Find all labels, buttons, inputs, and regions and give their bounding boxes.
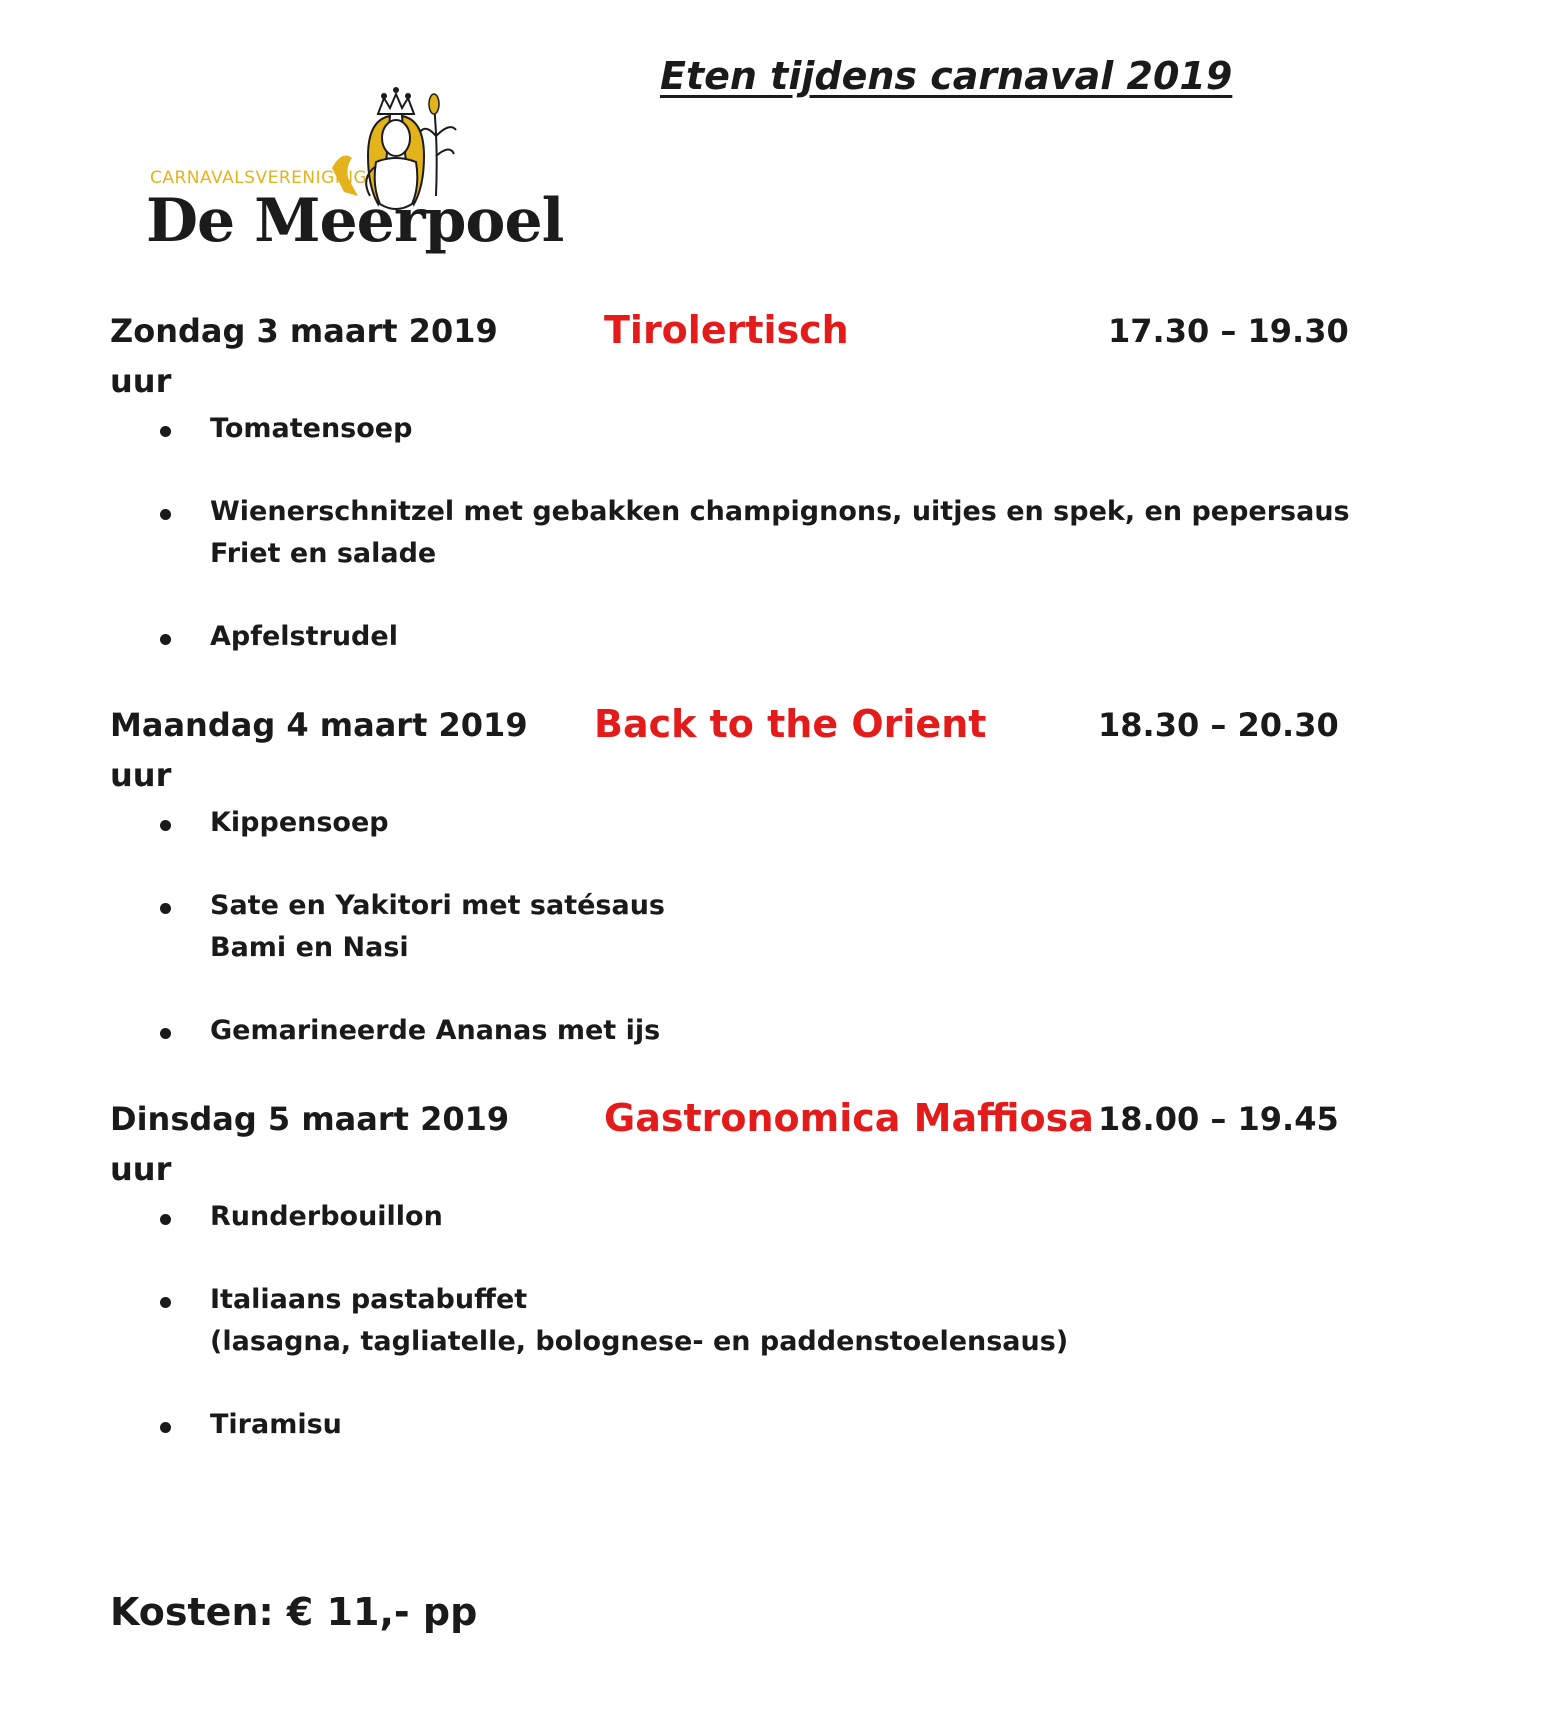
- menu-item-text: [210, 408, 412, 450]
- menu-item-text: [210, 802, 389, 844]
- bullet-icon: [160, 1422, 171, 1433]
- day-time: 18.00 – 19.45: [1098, 1100, 1339, 1138]
- menu-item-line: Friet en salade: [210, 538, 437, 569]
- document-title: Eten tijdens carnaval 2019: [660, 54, 1233, 98]
- bullet-icon: [160, 634, 171, 645]
- menu-item-text: [210, 1404, 342, 1446]
- bullet-icon: [160, 1214, 171, 1225]
- menu-item-line: Sate en Yakitori met satésaus: [210, 890, 665, 921]
- bullet-icon: [160, 820, 171, 831]
- logo: [140, 76, 564, 276]
- day-theme: Gastronomica Maffiosa: [604, 1096, 1094, 1140]
- day-theme: Back to the Orient: [594, 702, 987, 746]
- day-theme: Tirolertisch: [604, 308, 849, 352]
- logo-name: De Meerpoel: [146, 186, 564, 256]
- bullet-icon: [160, 903, 171, 914]
- menu-item-line: (lasagna, tagliatelle, bolognese- en paddenstoelensaus): [210, 1326, 1069, 1357]
- logo-tagline: CARNAVALSVERENIGING: [150, 168, 368, 188]
- bullet-icon: [160, 1297, 171, 1308]
- day-time: 18.30 – 20.30: [1098, 706, 1339, 744]
- bullet-icon: [160, 426, 171, 437]
- menu-item-text: [210, 616, 398, 658]
- bullet-icon: [160, 1028, 171, 1039]
- bullet-icon: [160, 509, 171, 520]
- day-uur: uur: [110, 362, 172, 400]
- menu-item-line: Tomatensoep: [210, 413, 413, 444]
- menu-item-text: [210, 1010, 660, 1052]
- menu-item-line: Gemarineerde Ananas met ijs: [210, 1015, 661, 1046]
- menu-item-text: [210, 1196, 443, 1238]
- day-date: Zondag 3 maart 2019: [110, 312, 498, 350]
- day-date: Maandag 4 maart 2019: [110, 706, 528, 744]
- menu-item-line: Bami en Nasi: [210, 932, 409, 963]
- costs: Kosten: € 11,- pp: [110, 1590, 478, 1634]
- menu-item-line: Kippensoep: [210, 807, 389, 838]
- menu-item-line: Apfelstrudel: [210, 621, 398, 652]
- menu-item-text: [210, 1279, 1068, 1363]
- day-time: 17.30 – 19.30: [1108, 312, 1349, 350]
- day-uur: uur: [110, 756, 172, 794]
- menu-item-text: [210, 885, 665, 969]
- menu-item-line: Runderbouillon: [210, 1201, 443, 1232]
- menu-item-line: Tiramisu: [210, 1409, 342, 1440]
- menu-item-line: Italiaans pastabuffet: [210, 1284, 528, 1315]
- menu-item-line: Wienerschnitzel met gebakken champignons, uitjes en spek, en pepersaus: [210, 496, 1350, 527]
- menu-item-text: [210, 491, 1350, 575]
- day-uur: uur: [110, 1150, 172, 1188]
- day-date: Dinsdag 5 maart 2019: [110, 1100, 510, 1138]
